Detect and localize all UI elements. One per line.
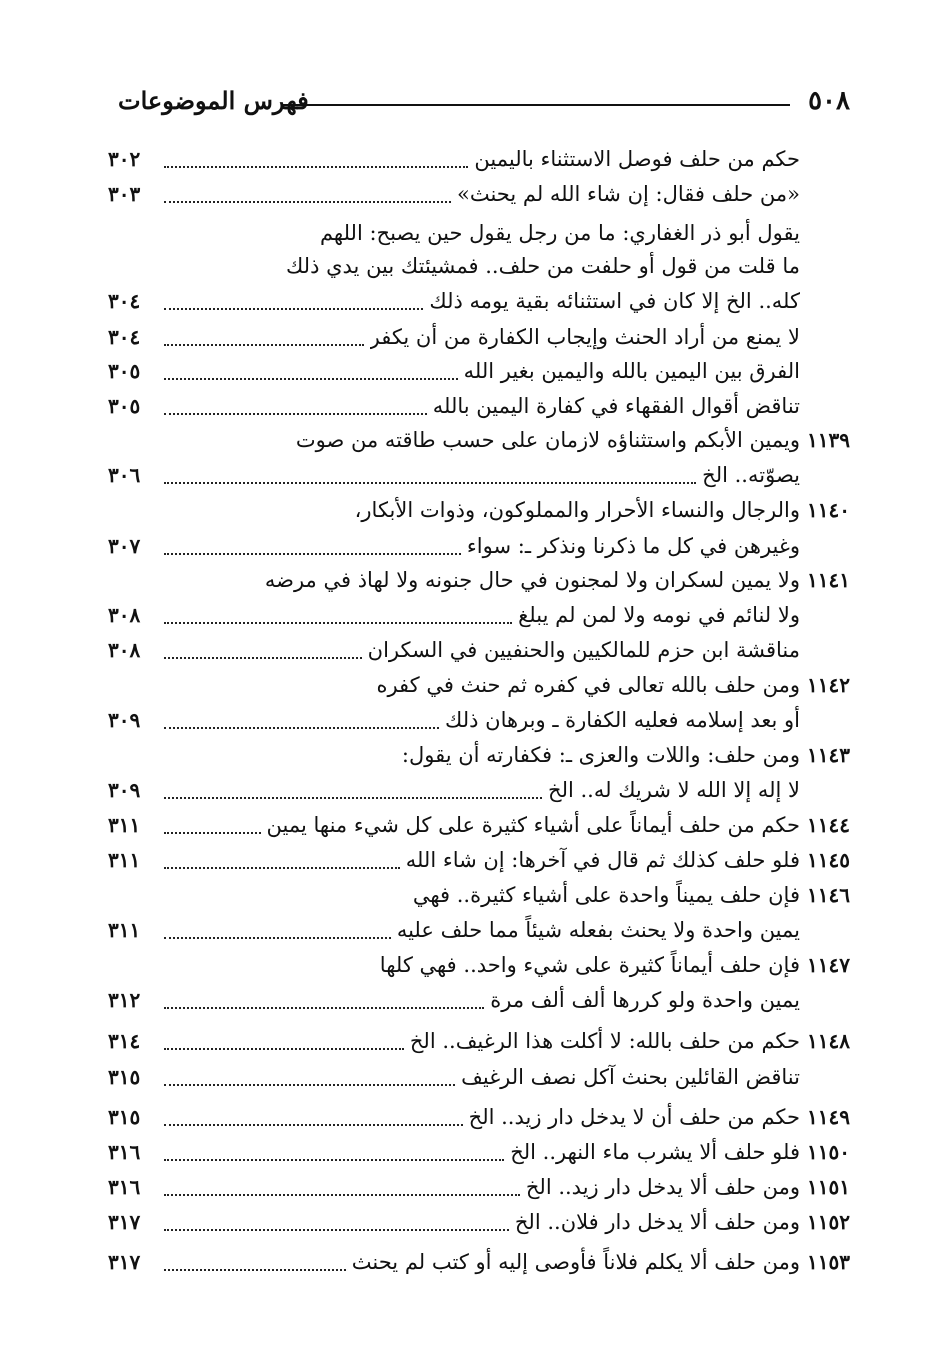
toc-entry (108, 142, 850, 176)
entry-page: ٣١٤ (108, 1029, 141, 1053)
entry-page: ٣١١ (108, 848, 141, 872)
entry-text: ويمين الأبكم واستثناؤه لازمان على حسب طاقته من صوت (295, 428, 800, 452)
entry-page: ٣١٥ (108, 1065, 141, 1089)
entry-number: ١١٥٢ (807, 1210, 850, 1234)
toc-entry (108, 703, 850, 737)
dot-leader (164, 472, 696, 484)
entry-text: كله.. الخ إلا كان في استثنائه بقية يومه ذلك (429, 289, 800, 313)
entry-text: وغيرهن في كل ما ذكرنا ونذكر ـ: سواء (466, 534, 800, 558)
toc-entry (108, 354, 850, 388)
toc-entry (108, 1024, 850, 1058)
toc-entry (108, 216, 850, 250)
toc-entry (108, 1170, 850, 1204)
toc-entry (108, 423, 850, 457)
toc-entry (108, 913, 850, 947)
entry-page: ٣٠٧ (108, 534, 141, 558)
entry-number: ١١٥٣ (807, 1250, 850, 1274)
entry-number: ١١٥١ (807, 1175, 850, 1199)
dot-leader (164, 717, 439, 729)
entry-number: ١١٤٨ (807, 1029, 850, 1053)
toc-entry (108, 983, 850, 1017)
dot-leader (164, 1219, 509, 1231)
dot-leader (164, 1184, 520, 1196)
dot-leader (164, 1074, 455, 1086)
toc-entry (108, 598, 850, 632)
entry-number: ١١٤٤ (807, 813, 850, 837)
entry-text: تناقض القائلين بحنث آكل نصف الرغيف (461, 1065, 800, 1089)
entry-number: ١١٤١ (807, 568, 850, 592)
entry-text: ولا يمين لسكران ولا لمجنون في حال جنونه ولا لهاذ في مرضه (264, 568, 800, 592)
entry-number: ١١٤٥ (807, 848, 850, 872)
entry-page: ٣١٥ (108, 1105, 141, 1129)
toc-entry (108, 177, 850, 211)
toc-entry (108, 633, 850, 667)
entry-page: ٣١٦ (108, 1175, 141, 1199)
dot-leader (164, 1038, 404, 1050)
entry-number: ١١٤٧ (807, 953, 850, 977)
toc-entry (108, 1100, 850, 1134)
entry-number: ١١٥٠ (807, 1140, 850, 1164)
dot-leader (164, 612, 512, 624)
dot-leader (164, 1149, 504, 1161)
entry-page: ٣٠٢ (108, 147, 141, 171)
entry-text: ومن حلف بالله تعالى في كفره ثم حنث في كفره (376, 673, 800, 697)
entry-text: أو بعد إسلامه فعليه الكفارة ـ وبرهان ذلك (445, 708, 800, 732)
dot-leader (164, 1259, 346, 1271)
entry-text: حكم من حلف أن لا يدخل دار زيد.. الخ (468, 1105, 800, 1129)
entry-page: ٣١١ (108, 918, 141, 942)
entry-number: ١١٤٩ (807, 1105, 850, 1129)
toc-entry (108, 738, 850, 772)
entry-text: حكم من حلف فوصل الاستثناء باليمين (474, 147, 800, 171)
toc-entry (108, 320, 850, 354)
dot-leader (164, 334, 364, 346)
entry-text: حكم من حلف بالله: لا أكلت هذا الرغيف.. الخ (409, 1029, 800, 1053)
dot-leader (164, 822, 261, 834)
entry-number: ١١٤٢ (807, 673, 850, 697)
dot-leader (164, 191, 451, 203)
page-number: ٥٠٨ (808, 86, 850, 116)
toc-entry (108, 1245, 850, 1279)
toc-entry (108, 284, 850, 318)
toc-entry (108, 773, 850, 807)
entry-text: تناقض أقوال الفقهاء في كفارة اليمين بالله (432, 394, 800, 418)
dot-leader (164, 156, 468, 168)
entry-text: فإن حلف يميناً واحدة على أشياء كثيرة.. فهي (412, 883, 800, 907)
dot-leader (164, 1114, 463, 1126)
dot-leader (164, 403, 427, 415)
dot-leader (164, 647, 362, 659)
dot-leader (164, 927, 391, 939)
entry-page: ٣٠٩ (108, 708, 141, 732)
toc-entry (108, 389, 850, 423)
toc-entry (108, 529, 850, 563)
toc-entry (108, 948, 850, 982)
entry-text: الفرق بين اليمين بالله واليمين بغير الله (463, 359, 800, 383)
toc-entry (108, 249, 850, 283)
entry-page: ٣١٦ (108, 1140, 141, 1164)
dot-leader (164, 298, 423, 310)
entry-text: ومن حلف ألا يدخل دار زيد.. الخ (525, 1175, 800, 1199)
dot-leader (164, 543, 461, 555)
entry-text: يقول أبو ذر الغفاري: ما من رجل يقول حين يصبح: اللهم (319, 221, 800, 245)
dot-leader (164, 857, 400, 869)
entry-page: ٣١٧ (108, 1210, 141, 1234)
entry-page: ٣١٧ (108, 1250, 141, 1274)
entry-text: والرجال والنساء الأحرار والمملوكون، وذوات الأبكار، (354, 498, 800, 522)
toc-entry (108, 493, 850, 527)
entry-page: ٣٠٤ (108, 325, 141, 349)
entry-page: ٣٠٤ (108, 289, 141, 313)
dot-leader (164, 787, 542, 799)
entry-text: لا يمنع من أراد الحنث وإيجاب الكفارة من أن يكفر (369, 325, 800, 349)
entry-text: يمين واحدة ولو كررها ألف ألف مرة (490, 988, 800, 1012)
toc-entry (108, 1135, 850, 1169)
entry-text: ولا لنائم في نومه ولا لمن لم يبلغ (518, 603, 800, 627)
entry-text: يصوّته.. الخ (702, 463, 800, 487)
toc-entry (108, 563, 850, 597)
entry-text: فلو حلف ألا يشرب ماء النهر.. الخ (510, 1140, 800, 1164)
dot-leader (164, 997, 484, 1009)
dot-leader (164, 368, 458, 380)
entry-number: ١١٣٩ (807, 428, 850, 452)
running-title: فهرس الموضوعات (118, 86, 309, 115)
entry-number: ١١٤٣ (807, 743, 850, 767)
entry-text: حكم من حلف أيماناً على أشياء كثيرة على كل شيء منها يمين (266, 813, 800, 837)
entry-page: ٣١١ (108, 813, 141, 837)
entry-text: فإن حلف أيماناً كثيرة على شيء واحد.. فهي كلها (379, 953, 800, 977)
toc-entry (108, 458, 850, 492)
entry-number: ١١٤٠ (807, 498, 850, 522)
entry-number: ١١٤٦ (807, 883, 850, 907)
entry-text: فلو حلف كذلك ثم قال في آخرها: إن شاء الله (405, 848, 800, 872)
entry-page: ٣١٢ (108, 988, 141, 1012)
entry-text: ما قلت من قول أو حلفت من حلف.. فمشيئتك بين يدي ذلك (285, 254, 800, 278)
toc-entry (108, 878, 850, 912)
entry-text: ومن حلف: واللات والعزى ـ: فكفارته أن يقول: (401, 743, 800, 767)
entry-page: ٣٠٩ (108, 778, 141, 802)
entry-page: ٣٠٣ (108, 182, 141, 206)
entry-text: ومن حلف ألا يدخل دار فلان.. الخ (514, 1210, 800, 1234)
entry-text: يمين واحدة ولا يحنث بفعله شيئاً مما حلف عليه (396, 918, 800, 942)
toc-entry (108, 1060, 850, 1094)
toc-entry (108, 843, 850, 877)
toc-entry (108, 808, 850, 842)
toc-entry (108, 1205, 850, 1239)
entry-text: ومن حلف ألا يكلم فلاناً فأوصى إليه أو كتب لم يحنث (351, 1250, 800, 1274)
entry-page: ٣٠٨ (108, 603, 141, 627)
entry-text: «من حلف فقال: إن شاء الله لم يحنث» (456, 182, 800, 206)
toc-entry (108, 668, 850, 702)
entry-text: لا إله إلا الله لا شريك له.. الخ (548, 778, 800, 802)
entry-page: ٣٠٨ (108, 638, 141, 662)
entry-text: مناقشة ابن حزم للمالكيين والحنفيين في السكران (367, 638, 800, 662)
entry-page: ٣٠٥ (108, 394, 141, 418)
entry-page: ٣٠٦ (108, 463, 141, 487)
entry-page: ٣٠٥ (108, 359, 141, 383)
